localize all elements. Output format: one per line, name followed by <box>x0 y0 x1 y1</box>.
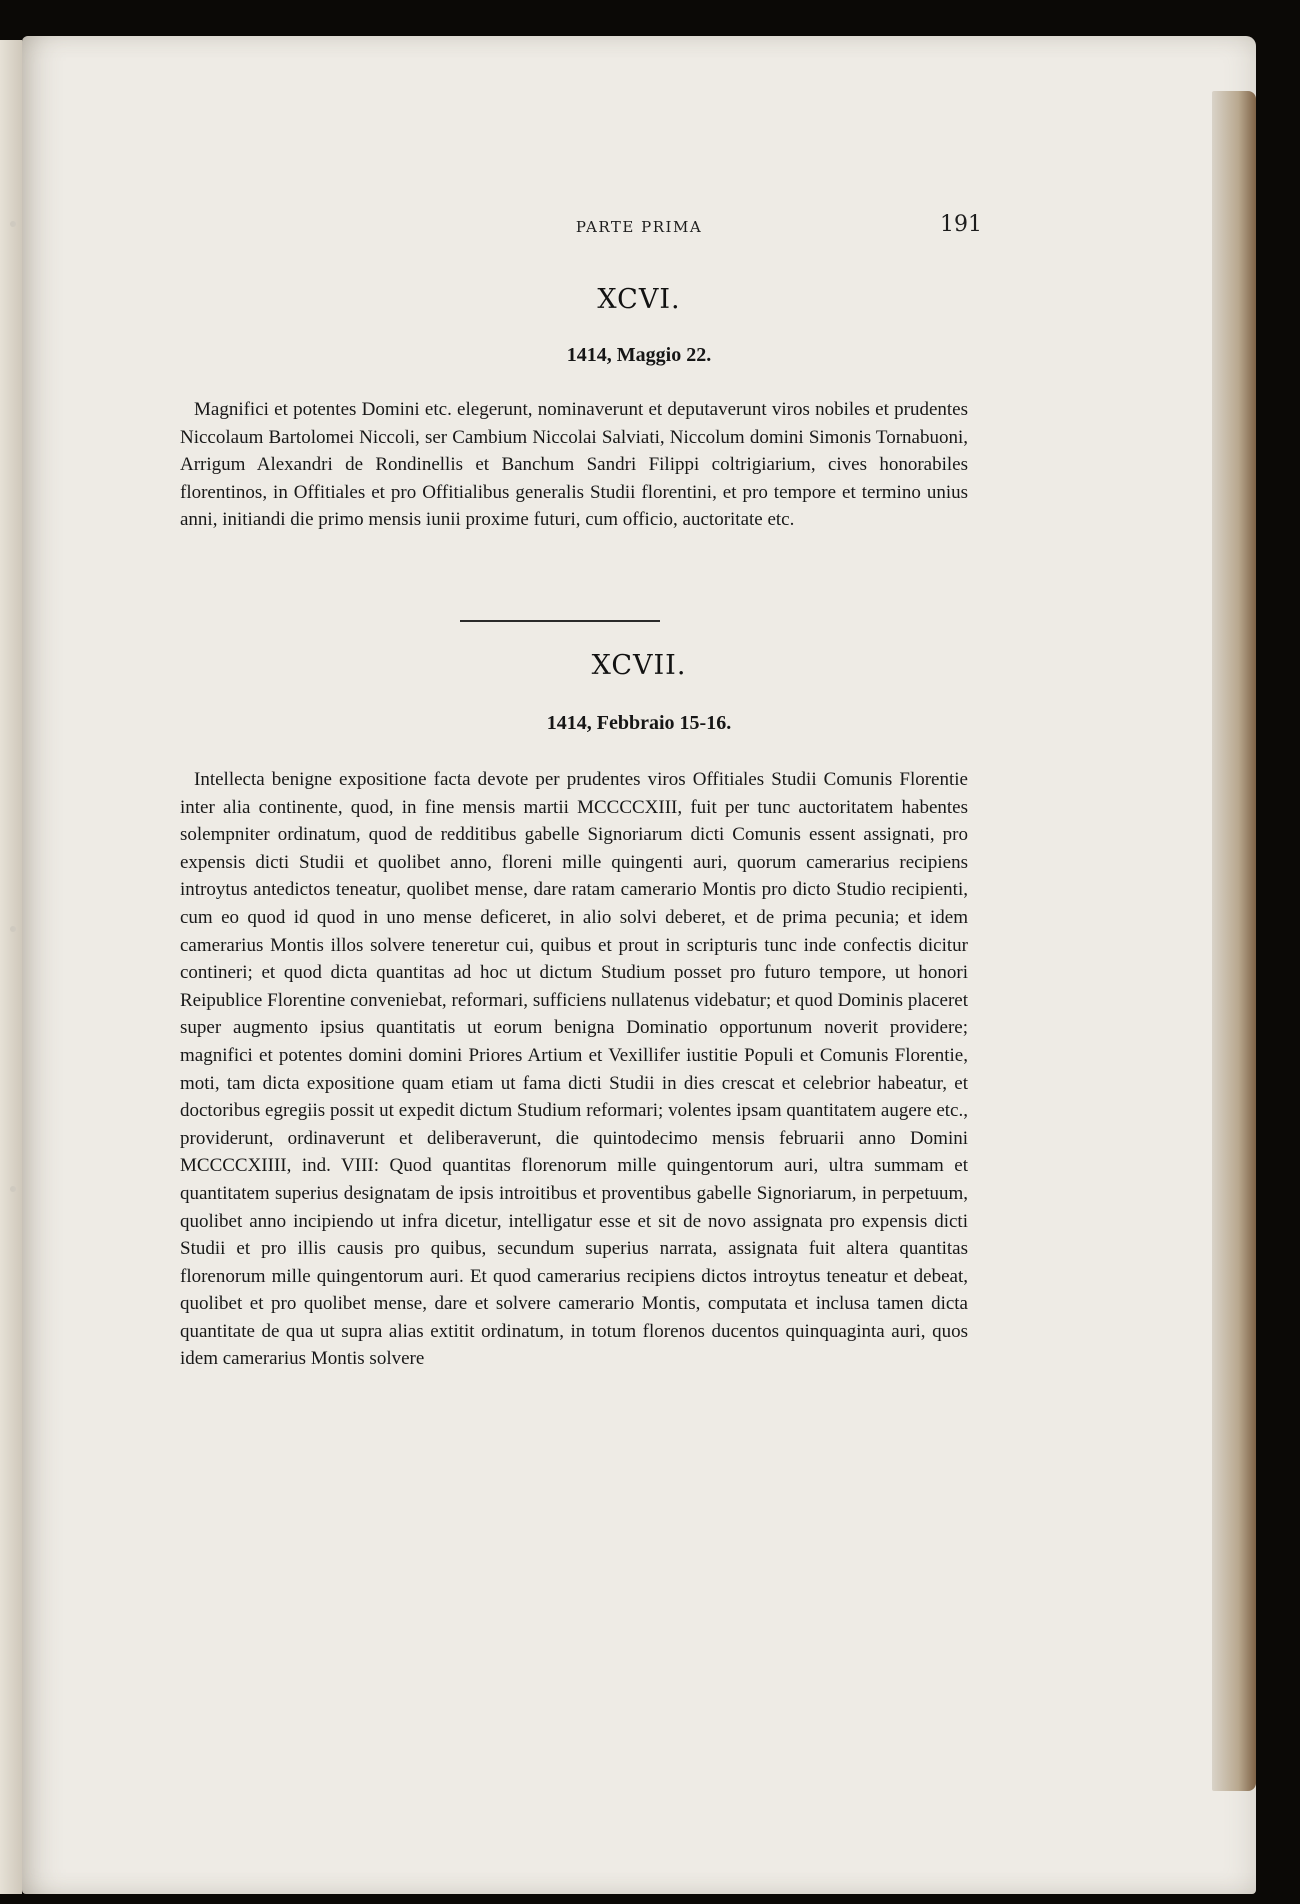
binding-hole <box>10 221 16 227</box>
document-date-xcvi: 1414, Maggio 22. <box>566 344 712 366</box>
binding-hole <box>10 926 16 932</box>
document-text-xcvi: Magnifici et potentes Domini etc. elegerunt, nominaverunt et deputaverunt viros nobiles et prudentes Niccolaum Bartolomei Niccoli, ser Cambium Niccolai Salviati, Niccolum domini Simonis Tornabuoni, Arrigum Alexandri de Rondinellis et Banchum Sandri Filippi coltrigiarium, cives honorabiles florentinos, in Offitiales et pro Offitialibus generalis Studii florentini, et pro tempore et termino unius anni, initiandi die primo mensis iunii proxime futuri, cum officio, auctoritate etc. <box>180 399 968 531</box>
document-number-xcvii: XCVII. <box>591 650 687 681</box>
book-page <box>22 36 1256 1894</box>
document-number-xcvi: XCVI. <box>597 284 681 315</box>
page-number: 191 <box>940 212 982 237</box>
running-head: PARTE PRIMA <box>575 218 703 236</box>
document-date-xcvii: 1414, Febbraio 15-16. <box>546 712 732 734</box>
document-text-xcvii: Intellecta benigne expositione facta devote per prudentes viros Offitiales Studii Comunis Florentie inter alia continente, quod, in fine mensis martii MCCCCXIII, fuit per tunc auctoritatem habentes solempniter ordinatum, quod de redditibus gabelle Signoriarum dicti Comunis essent assignati, pro expensis dicti Studii et quolibet anno, floreni mille quingenti auri, quorum camerarius recipiens introytus antedictos teneatur, quolibet mense, dare ratam camerario Montis pro dicto Studio recipienti, cum eo quod id quod in uno mense deficeret, in alio solvi deberet, et de prima pecunia; et idem camerarius Montis illos solvere teneretur cui, quibus et prout in scripturis tunc inde confectis dicitur contineri; et quod dicta quantitas ad hoc ut dictum Studium posset pro futuro tempore, ut honori Reipublice Florentine conveniebat, reformari, sufficiens nullatenus videbatur; et quod Dominis placeret super augmento ipsius quantitatis ut eorum benigna Dominatio opportunum noverit providere; magnifici et potentes domini domini Priores Artium et Vexillifer iustitie Populi et Comunis Florentie, moti, tam dicta expositione quam etiam ut fama dicti Studii in dies crescat et celebrior habeatur, et doctoribus egregiis possit ut expedit dictum Studium reformari; volentes ipsam quantitatem augere etc., providerunt, ordinaverunt et deliberaverunt, die quintodecimo mensis februarii anno Domini MCCCCXIIII, ind. VIII: Quod quantitas florenorum mille quingentorum auri, ultra summam et quantitatem superius designatam de ipsis introitibus et proventibus gabelle Signoriarum, in perpetuum, quolibet anno incipiendo ut infra dicetur, intelligatur esse et sit de novo assignata pro expensis dicti Studii et pro illis causis pro quibus, secundum superius narrata, assignata fuit altera quantitas florenorum mille quingentorum auri. Et quod camerarius recipiens dictos introytus teneatur et debeat, quolibet et pro quolibet mense, dare et solvere camerario Montis, computata et inclusa tamen dicta quantitate de qua ut supra alias extitit ordinatum, in totum florenos ducentos quinquaginta auri, quos idem camerarius Montis solvere <box>180 769 968 1370</box>
binding-hole <box>10 1186 16 1192</box>
left-page-edge <box>0 40 22 1894</box>
section-divider <box>460 620 660 622</box>
